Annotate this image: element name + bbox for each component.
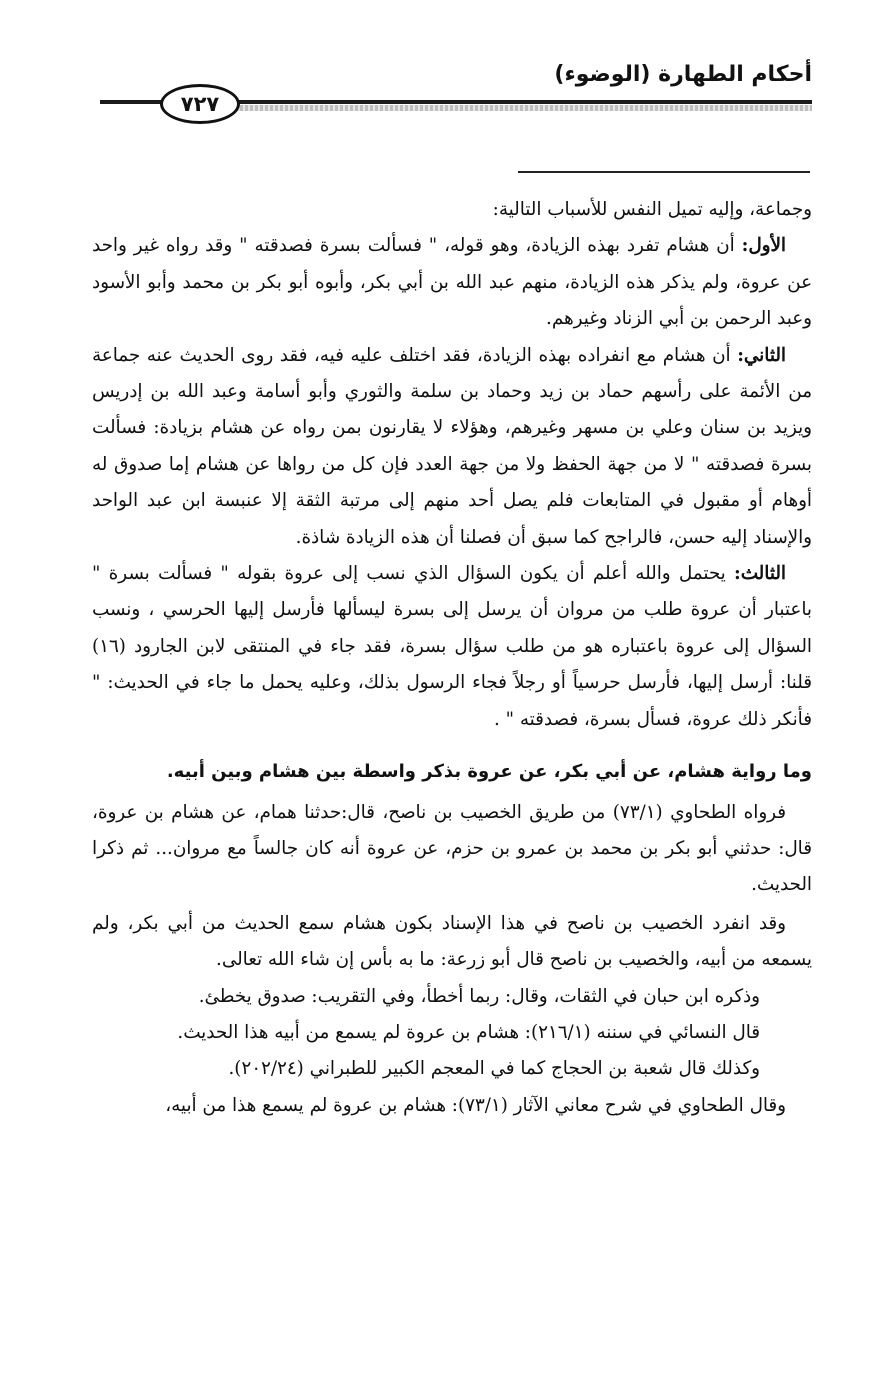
separator-line — [518, 171, 810, 173]
paragraph-first-reason — [92, 228, 812, 337]
quote-line: وكذلك قال شعبة بن الحجاج كما في المعجم الكبير للطبراني (٢٠٢/٢٤). — [228, 1058, 760, 1080]
paragraph-text: وجماعة، وإليه تميل النفس للأسباب التالية: — [492, 199, 812, 220]
paragraph-second-reason — [92, 338, 812, 556]
header-rule-shading — [230, 105, 812, 111]
quote-line: وذكره ابن حبان في الثقات، وقال: ربما أخطأ، وفي التقريب: صدوق يخطئ. — [198, 985, 760, 1007]
reason-label: الأول: — [741, 235, 786, 257]
paragraph-text: أن هشام تفرد بهذه الزيادة، وهو قوله، " فسألت بسرة فصدقته " وقد رواه غير واحد عن عروة، ولم يذكر هذه الزيادة، منهم عبد الله بن أبي بكر، وأبوه أبو بكر بن محمد وأبو الأسود وعبد الرحمن بن أبي الزناد وغيرهم. — [92, 235, 812, 330]
paragraph-text: أن هشام مع انفراده بهذه الزيادة، فقد اختلف عليه فيه، فقد روى الحديث عنه جماعة من الأئمة على رأسهم حماد بن زيد وحماد بن سلمة والثوري وأبو أسامة وعبد الله بن إدريس ويزيد بن سنان وعلي بن مسهر وغيرهم، وهؤلاء لا يقارنون بمن رواه عن هشام بزيادة: فسألت بسرة فصدقته " لا من جهة الحفظ ولا من جهة العدد فإن كل من رواها عن هشام إما صدوق له أوهام أو مقبول في المتابعات فلم يصل أحد منهم إلى مرتبة الثقة إلا عنبسة ابن عبد الواحد والإسناد إليه حسن، فالراجح كما سبق أن فصلنا أن هذه الزيادة شاذة. — [92, 344, 812, 548]
page-header — [100, 62, 812, 122]
section-paragraph: فرواه الطحاوي (٧٣/١) من طريق الخصيب بن ناصح، قال:حدثنا همام، عن هشام بن عروة، قال: حدثني أبو بكر بن محمد بن عمرو بن حزم، عن عروة أنه كان جالساً مع مروان... ثم ذكرا الحديث. — [92, 801, 812, 896]
paragraph-text: يحتمل والله أعلم أن يكون السؤال الذي نسب إلى عروة بقوله " فسألت بسرة " باعتبار أن عروة طلب من مروان أن يرسل إلى بسرة ليسألها فأرسل إليها الحرسي ، ونسب السؤال إلى عروة باعتباره هو من طلب سؤال بسرة، فقد جاء في المنتقى لابن الجارود (١٦) قلنا: أرسل إليها، فأرسل حرسياً أو رجلاً فجاء الرسول بذلك، وعليه يحمل ما جاء في الحديث: " فأنكر ذلك عروة، فسأل بسرة، فصدقته " . — [92, 563, 812, 730]
quote-line: قال النسائي في سننه (٢١٦/١): هشام بن عروة لم يسمع من أبيه هذا الحديث. — [177, 1021, 760, 1043]
section-paragraph: وقد انفرد الخصيب بن ناصح في هذا الإسناد بكون هشام سمع الحديث من أبي بكر، ولم يسمعه من أبيه، والخصيب بن ناصح قال أبو زرعة: ما به بأس إن شاء الله تعالى. — [92, 912, 812, 971]
paragraph-third-reason — [92, 556, 812, 738]
page-number-badge — [160, 84, 240, 124]
book-title: أحكام الطهارة (الوضوء) — [554, 62, 812, 87]
reason-label: الثالث: — [733, 563, 786, 585]
last-line: وقال الطحاوي في شرح معاني الآثار (٧٣/١): هشام بن عروة لم يسمع هذا من أبيه، — [165, 1094, 786, 1116]
page-body — [92, 192, 812, 1124]
section-heading: وما رواية هشام، عن أبي بكر، عن عروة بذكر واسطة بين هشام وبين أبيه. — [166, 761, 812, 783]
page-number: ٧٢٧ — [180, 92, 220, 116]
paragraph-intro — [92, 192, 812, 228]
reason-label: الثاني: — [737, 344, 786, 366]
